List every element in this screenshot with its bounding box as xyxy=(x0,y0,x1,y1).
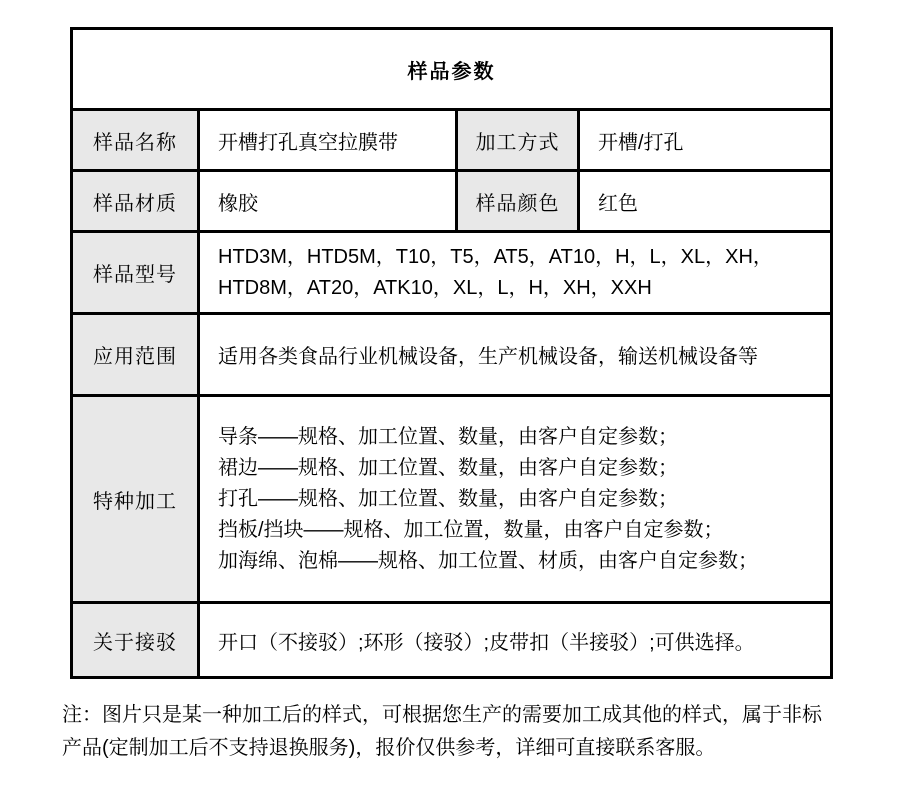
model-line-1: HTD3M，HTD5M，T10，T5，AT5，AT10，H，L，XL，XH， xyxy=(218,245,773,268)
label-model: 样品型号 xyxy=(72,232,199,314)
value-joining: 开口（不接驳）;环形（接驳）;皮带扣（半接驳）;可供选择。 xyxy=(199,603,832,678)
special-processing-line-3: 打孔——规格、加工位置、数量，由客户自定参数； xyxy=(218,487,678,510)
value-special-processing xyxy=(199,396,832,603)
special-processing-line-1: 导条——规格、加工位置、数量，由客户自定参数； xyxy=(218,425,678,448)
special-processing-line-4: 挡板/挡块——规格、加工位置，数量，由客户自定参数； xyxy=(218,518,724,541)
label-process-method: 加工方式 xyxy=(457,110,579,171)
label-special-processing: 特种加工 xyxy=(72,396,199,603)
label-application: 应用范围 xyxy=(72,314,199,396)
table-row xyxy=(72,314,832,396)
title-row xyxy=(72,29,832,110)
value-color: 红色 xyxy=(579,171,832,232)
label-color: 样品颜色 xyxy=(457,171,579,232)
value-model xyxy=(199,232,832,314)
label-joining: 关于接驳 xyxy=(72,603,199,678)
value-material: 橡胶 xyxy=(199,171,457,232)
model-line-2: HTD8M，AT20，ATK10，XL，L，H，XH，XXH xyxy=(218,276,652,299)
value-sample-name: 开槽打孔真空拉膜带 xyxy=(199,110,457,171)
special-processing-line-5: 加海绵、泡棉——规格、加工位置、材质，由客户自定参数； xyxy=(218,549,758,572)
value-application: 适用各类食品行业机械设备，生产机械设备，输送机械设备等 xyxy=(199,314,832,396)
label-material: 样品材质 xyxy=(72,171,199,232)
footnote: 注：图片只是某一种加工后的样式，可根据您生产的需要加工成其他的样式，属于非标产品(定制加工后不支持退换服务)，报价仅供参考，详细可直接联系客服。 xyxy=(62,704,822,759)
spec-table xyxy=(70,27,833,679)
label-sample-name: 样品名称 xyxy=(72,110,199,171)
table-row xyxy=(72,110,832,171)
table-row xyxy=(72,396,832,603)
table-row xyxy=(72,232,832,314)
page-title: 样品参数 xyxy=(72,29,832,110)
special-processing-line-2: 裙边——规格、加工位置、数量，由客户自定参数； xyxy=(218,456,678,479)
table-row xyxy=(72,171,832,232)
value-process-method: 开槽/打孔 xyxy=(579,110,832,171)
table-row xyxy=(72,603,832,678)
